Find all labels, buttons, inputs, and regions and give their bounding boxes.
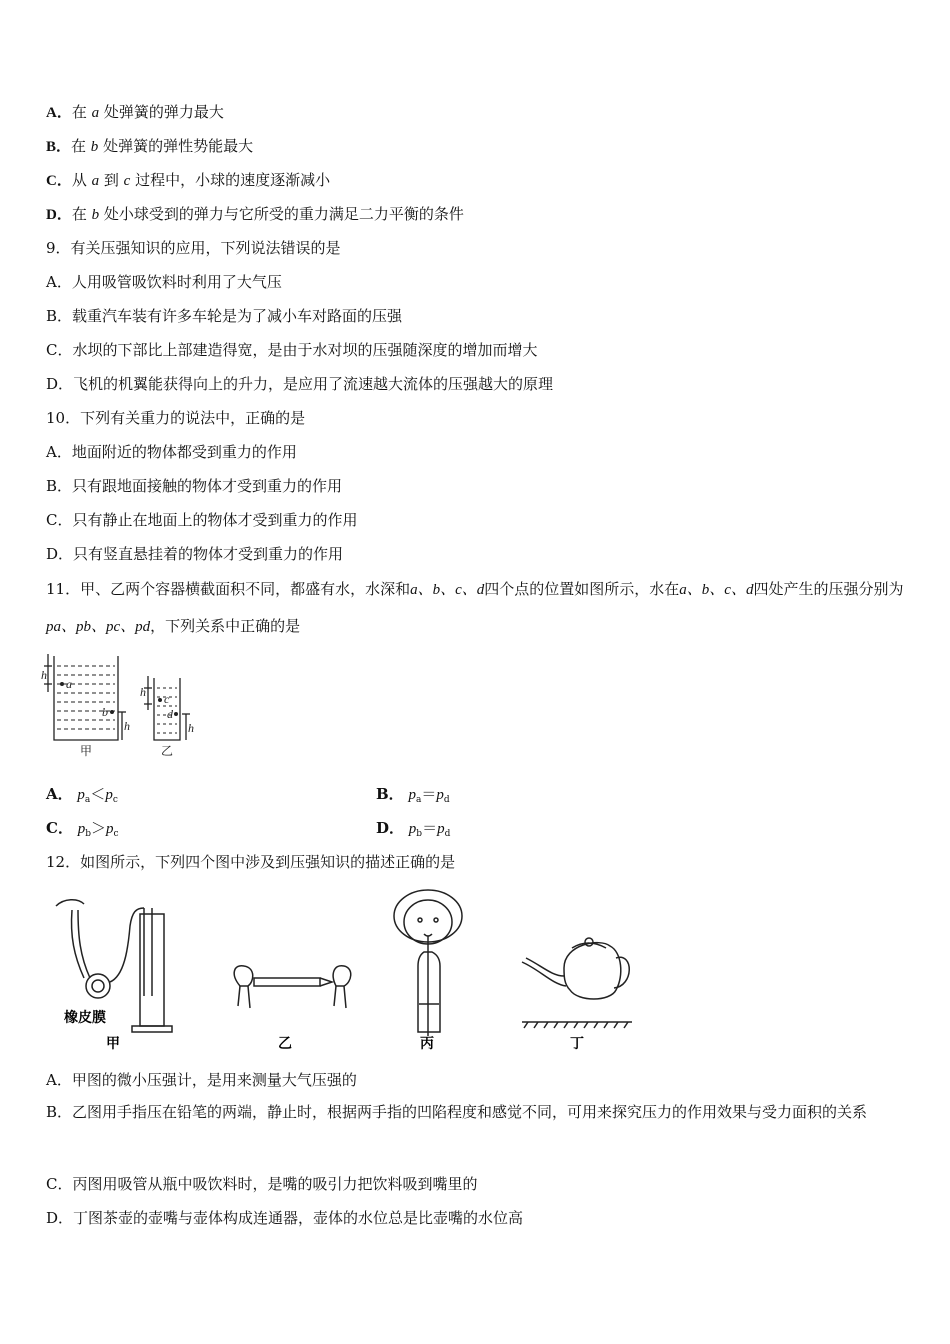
q10-option-b: B．只有跟地面接触的物体才受到重力的作用 (46, 477, 343, 495)
label-h-yi-top: h (140, 685, 146, 699)
q11-container-figure (40, 648, 210, 760)
q8-option-c: C．从 a 到 c 过程中，小球的速度逐渐减小 (46, 171, 331, 189)
label-b: b (102, 705, 108, 719)
q9-option-c: C．水坝的下部比上部建造得宽，是由于水对坝的压强随深度的增加而增大 (46, 341, 538, 359)
label-d: d (167, 707, 173, 721)
q12-option-b: B．乙图用手指压在铅笔的两端，静止时，根据两手指的凹陷程度和感觉不同，可用来探究压力的作用效果与受力面积的关系 (46, 1103, 868, 1121)
figure-ding-teapot (522, 938, 632, 1028)
figure-label-yi: 乙 (278, 1036, 292, 1052)
q12-option-a: A．甲图的微小压强计，是用来测量大气压强的 (46, 1071, 357, 1089)
q9-option-b: B．载重汽车装有许多车轮是为了减小车对路面的压强 (46, 307, 403, 325)
figure-yi-pencil (234, 966, 351, 1008)
q11-stem: 11．甲、乙两个容器横截面积不同，都盛有水，水深和a、b、c、d四个点的位置如图所示，水在a、b、c、d四处产生的压强分别为pa、pb、pc、pd，下列关系中正确的是 (46, 580, 904, 635)
q10-option-a: A．地面附近的物体都受到重力的作用 (46, 443, 297, 461)
figure-bing-drinking-straw (394, 890, 462, 1036)
q12-figures (44, 886, 644, 1056)
point-a (60, 682, 64, 686)
label-a: a (66, 677, 72, 691)
q12-option-c: C．丙图用吸管从瓶中吸饮料时，是嘴的吸引力把饮料吸到嘴里的 (46, 1175, 478, 1193)
point-d (174, 712, 178, 716)
q11-option-b: B． $p_a=p_d$ (376, 785, 450, 805)
q12-option-d: D．丁图茶壶的壶嘴与壶体构成连通器，壶体的水位总是比壶嘴的水位高 (46, 1209, 524, 1227)
q8-option-b: B．在 b 处弹簧的弹性势能最大 (46, 137, 254, 155)
figure-label-bing: 丙 (420, 1036, 434, 1052)
point-c (158, 698, 162, 702)
q8-option-a: A．在 a 处弹簧的弹力最大 (46, 103, 224, 121)
figure-label-jia: 甲 (106, 1036, 120, 1052)
q10-option-c: C．只有静止在地面上的物体才受到重力的作用 (46, 511, 358, 529)
label-h-jia-bottom: h (124, 719, 130, 733)
label-c: c (164, 692, 170, 706)
figure-label-ding: 丁 (570, 1036, 584, 1052)
q11-option-c: C． $p_b>p_c$ (46, 819, 119, 839)
label-h-jia-top: h (41, 668, 47, 682)
label-yi: 乙 (161, 744, 174, 758)
q8-option-d: D．在 b 处小球受到的弹力与它所受的重力满足二力平衡的条件 (46, 205, 464, 223)
membrane-label: 橡皮膜 (64, 1010, 106, 1026)
q9-option-d: D．飞机的机翼能获得向上的升力，是应用了流速越大流体的压强越大的原理 (46, 375, 554, 393)
point-b (110, 710, 114, 714)
q11-option-d: D． $p_b=p_d$ (376, 819, 451, 839)
q9-option-a: A．人用吸管吸饮料时利用了大气压 (46, 273, 282, 291)
q12-stem: 12．如图所示，下列四个图中涉及到压强知识的描述正确的是 (46, 853, 456, 871)
container-jia (54, 656, 118, 740)
q9-stem: 9．有关压强知识的应用，下列说法错误的是 (46, 239, 341, 257)
q11-option-a: A． $p_a<p_c$ (46, 785, 118, 805)
label-jia: 甲 (80, 744, 93, 758)
q10-stem: 10．下列有关重力的说法中，正确的是 (46, 409, 306, 427)
q10-option-d: D．只有竖直悬挂着的物体才受到重力的作用 (46, 545, 344, 563)
label-h-yi-bottom: h (188, 721, 194, 735)
